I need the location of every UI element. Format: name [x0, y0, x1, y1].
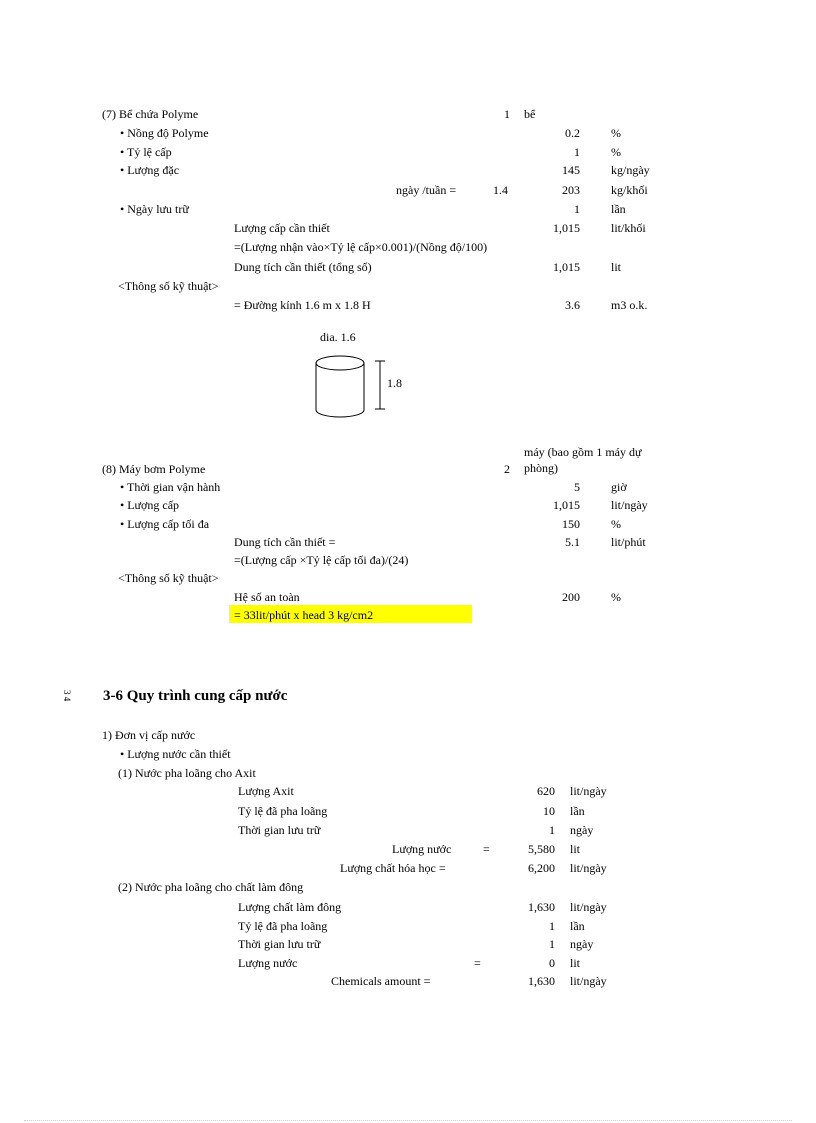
- polymer-pump-qty: 2: [504, 462, 510, 476]
- coagulant-water-label: Lượng nước: [238, 956, 298, 970]
- days-per-week-unit: kg/khối: [611, 183, 648, 197]
- section-side-marks: 3 4: [62, 690, 72, 702]
- tank-spec-text: = Đường kính 1.6 m x 1.8 H: [234, 298, 371, 312]
- coagulant-amount-label: Lượng chất làm đông: [238, 900, 342, 914]
- feed-ratio-unit: %: [611, 145, 621, 159]
- storage-days-label: • Ngày lưu trữ: [120, 202, 189, 216]
- cylinder-bottom: [316, 410, 364, 417]
- pump-feed-unit: lit/ngày: [611, 498, 648, 512]
- coagulant-dilution-value: 1: [549, 919, 555, 933]
- polymer-tank-title: (7) Bể chứa Polyme: [102, 107, 199, 121]
- pump-capacity-value: 5.1: [565, 535, 580, 549]
- concentration-unit: %: [611, 126, 621, 140]
- max-feed-unit: %: [611, 517, 621, 531]
- diameter-label: dia. 1.6: [320, 330, 356, 344]
- pump-feed-label: • Lượng cấp: [120, 498, 180, 512]
- acid-water-equals: =: [483, 842, 490, 856]
- pump-capacity-label: Dung tích cần thiết =: [234, 535, 336, 549]
- acid-dilution-label: Tỷ lệ đã pha loãng: [238, 804, 328, 818]
- coagulant-dilution-unit: lần: [570, 919, 585, 933]
- coagulant-water-value: 0: [549, 956, 555, 970]
- concentration-value: 0.2: [565, 126, 580, 140]
- pump-spec-heading: <Thông số kỹ thuật>: [118, 571, 219, 585]
- feed-formula: =(Lượng nhận vào×Tỷ lệ cấp×0.001)/(Nồng độ/100): [234, 240, 488, 254]
- acid-amount-value: 620: [537, 784, 555, 798]
- pump-qty-desc-line1: máy (bao gồm 1 máy dự: [524, 445, 642, 459]
- acid-chemical-label: Lượng chất hóa học =: [340, 861, 446, 875]
- coagulant-storage-unit: ngày: [570, 937, 594, 951]
- days-per-week-result: 203: [562, 183, 580, 197]
- water-needed-label: • Lượng nước cần thiết: [120, 747, 231, 761]
- acid-water-value: 5,580: [528, 842, 555, 856]
- coagulant-amount-value: 1,630: [528, 900, 555, 914]
- coagulant-chemical-unit: lit/ngày: [570, 974, 607, 988]
- days-per-week-label: ngày /tuần =: [396, 183, 457, 197]
- storage-days-value: 1: [574, 202, 580, 216]
- pump-spec-highlight-text: = 33lit/phút x head 3 kg/cm2: [234, 608, 374, 622]
- coagulant-storage-value: 1: [549, 937, 555, 951]
- pump-formula: =(Lượng cấp ×Tỷ lệ cấp tối đa)/(24): [234, 553, 409, 567]
- acid-dilution-unit: lần: [570, 804, 585, 818]
- pump-capacity-unit: lit/phút: [611, 535, 646, 549]
- safety-factor-value: 200: [562, 590, 580, 604]
- max-feed-value: 150: [562, 517, 580, 531]
- cylinder-top: [316, 356, 364, 370]
- required-feed-unit: lit/khối: [611, 221, 646, 235]
- coagulant-section-title: (2) Nước pha loãng cho chất làm đông: [118, 880, 304, 894]
- required-feed-label: Lượng cấp cần thiết: [234, 221, 330, 235]
- solid-amount-value: 145: [562, 163, 580, 177]
- acid-dilution-value: 10: [543, 804, 555, 818]
- acid-chemical-value: 6,200: [528, 861, 555, 875]
- operation-time-value: 5: [574, 480, 580, 494]
- total-capacity-value: 1,015: [553, 260, 580, 274]
- operation-time-unit: giờ: [611, 480, 627, 494]
- height-label: 1.8: [387, 376, 402, 390]
- total-capacity-label: Dung tích cần thiết (tổng số): [234, 260, 372, 274]
- coagulant-chemical-value: 1,630: [528, 974, 555, 988]
- polymer-tank-qty-unit: bể: [524, 107, 536, 121]
- pump-feed-value: 1,015: [553, 498, 580, 512]
- acid-storage-unit: ngày: [570, 823, 594, 837]
- acid-storage-label: Thời gian lưu trữ: [238, 823, 321, 837]
- section-title: 3-6 Quy trình cung cấp nước: [103, 688, 288, 704]
- acid-water-label: Lượng nước: [392, 842, 452, 856]
- coagulant-storage-label: Thời gian lưu trữ: [238, 937, 321, 951]
- tank-spec-unit: m3 o.k.: [611, 298, 648, 312]
- acid-amount-label: Lượng Axit: [238, 784, 294, 798]
- acid-amount-unit: lit/ngày: [570, 784, 607, 798]
- polymer-tank-qty: 1: [504, 107, 510, 121]
- solid-amount-label: • Lượng đặc: [120, 163, 180, 177]
- acid-water-unit: lit: [570, 842, 581, 856]
- safety-factor-label: Hệ số an toàn: [234, 590, 300, 604]
- feed-ratio-label: • Tỷ lệ cấp: [120, 145, 172, 159]
- coagulant-water-equals: =: [474, 956, 481, 970]
- coagulant-amount-unit: lit/ngày: [570, 900, 607, 914]
- coagulant-chemical-label: Chemicals amount =: [331, 974, 431, 988]
- operation-time-label: • Thời gian vận hành: [120, 480, 221, 494]
- max-feed-label: • Lượng cấp tối đa: [120, 517, 210, 531]
- acid-storage-value: 1: [549, 823, 555, 837]
- safety-factor-unit: %: [611, 590, 621, 604]
- acid-section-title: (1) Nước pha loãng cho Axit: [118, 766, 256, 780]
- acid-chemical-unit: lit/ngày: [570, 861, 607, 875]
- required-feed-value: 1,015: [553, 221, 580, 235]
- tank-spec-value: 3.6: [565, 298, 580, 312]
- solid-amount-unit: kg/ngày: [611, 163, 650, 177]
- concentration-label: • Nồng độ Polyme: [120, 126, 209, 140]
- feed-ratio-value: 1: [574, 145, 580, 159]
- pump-qty-desc-line2: phòng): [524, 461, 558, 475]
- page-bottom-rule: [24, 1120, 792, 1121]
- days-per-week-value: 1.4: [493, 183, 508, 197]
- storage-days-unit: lần: [611, 202, 626, 216]
- coagulant-dilution-label: Tỷ lệ đã pha loãng: [238, 919, 328, 933]
- total-capacity-unit: lit: [611, 260, 622, 274]
- tank-spec-heading: <Thông số kỹ thuật>: [118, 279, 219, 293]
- polymer-pump-title: (8) Máy bơm Polyme: [102, 462, 206, 476]
- coagulant-water-unit: lit: [570, 956, 581, 970]
- water-unit-title: 1) Đơn vị cấp nước: [102, 728, 196, 742]
